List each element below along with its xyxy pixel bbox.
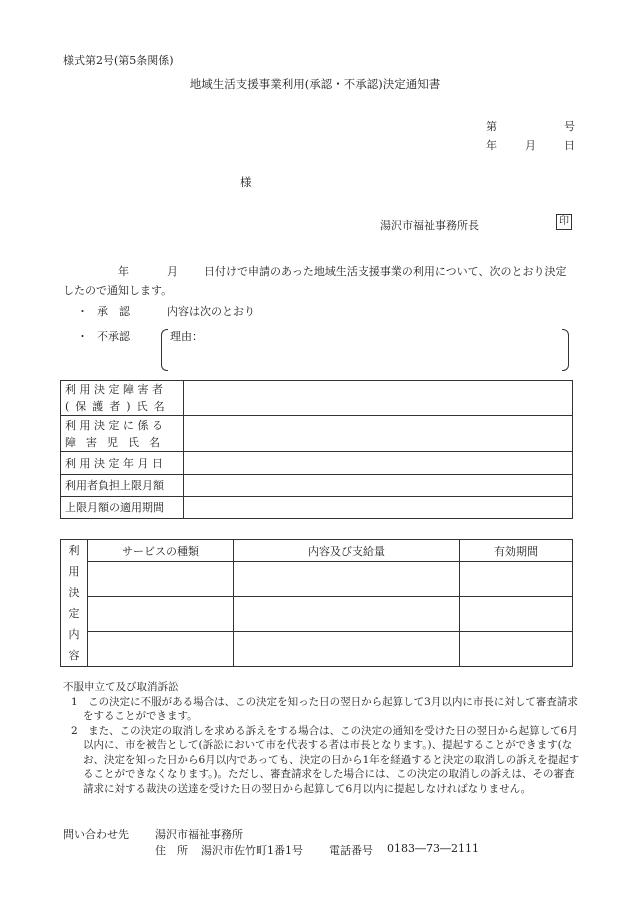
approve-bullet: ・ xyxy=(77,305,88,318)
header-content-amount: 内容及び支給量 xyxy=(234,540,460,562)
period-cell xyxy=(460,632,573,667)
address-label: 住 所 xyxy=(155,844,188,857)
approve-label: 承 認 xyxy=(97,305,130,318)
form-number-label: 様式第2号(第5条関係) xyxy=(63,54,174,67)
body-month: 月 xyxy=(167,265,178,278)
reject-label: 不承認 xyxy=(97,330,130,343)
value-cell xyxy=(184,381,573,416)
number-dai: 第 xyxy=(486,120,497,133)
document-title: 地域生活支援事業利用(承認・不承認)決定通知書 xyxy=(189,77,441,91)
body-text: 日付けで申請のあった地域生活支援事業の利用について、次のとおり決定したので通知します。 xyxy=(63,265,567,297)
reject-bullet: ・ xyxy=(77,330,88,343)
note-item-2: 2 また、この決定の取消しを求める訴えをする場合は、この決定の通知を受けた日の翌日から起算して6月以内に、市を被告として(訴訟において市を代表する者は市長となります。)、提起することができます(なお、決定を知った日から6月以内であっても、決定の日から1年を経過すると決定の取消しの訴えを提起することができなくなります。)。ただし、審査請求をした場合には、この決定の取消しの訴えは、その審査請求に対する裁決の送達を受けた日の翌日から起算して6月以内に提起しなければなりません。 xyxy=(71,724,580,795)
table-row xyxy=(61,416,573,452)
row-label: 利用者負担上限月額 xyxy=(61,475,184,497)
row-label: 利用決定年月日 xyxy=(61,452,184,475)
value-cell xyxy=(184,452,573,475)
table-row xyxy=(61,381,573,416)
contact-office: 湯沢市福祉事務所 xyxy=(155,828,243,841)
reason-label: 理由： xyxy=(170,330,203,343)
row-label: 上限月額の適用期間 xyxy=(61,497,184,519)
reason-bracket-right xyxy=(562,329,569,371)
date-year: 年 xyxy=(486,139,497,152)
issuer-name: 湯沢市福祉事務所長 xyxy=(380,219,479,232)
row-label: 利用決定障害者 (保護者)氏名 xyxy=(61,381,184,416)
row-label: 利用決定に係る 障害児氏名 xyxy=(61,416,184,452)
header-service-type: サービスの種類 xyxy=(88,540,234,562)
value-cell xyxy=(184,475,573,497)
table-header-row xyxy=(61,540,573,562)
approve-text: 内容は次のとおり xyxy=(167,305,255,318)
appeal-notes xyxy=(63,680,583,796)
content-cell xyxy=(234,597,460,632)
addressee-suffix: 様 xyxy=(240,175,252,189)
table-row xyxy=(61,597,573,632)
seal-mark: 印 xyxy=(556,214,572,230)
content-cell xyxy=(234,562,460,597)
contact-label: 問い合わせ先 xyxy=(63,828,129,841)
phone-value: 0183―73―2111 xyxy=(387,842,479,855)
service-cell xyxy=(88,597,234,632)
notes-heading: 不服申立て及び取消訴訟 xyxy=(63,681,179,693)
decision-content-table xyxy=(60,539,573,667)
service-cell xyxy=(88,632,234,667)
body-year: 年 xyxy=(118,265,129,278)
vertical-label: 利 用 決 定 内 容 xyxy=(61,540,88,667)
content-cell xyxy=(234,632,460,667)
table-row xyxy=(61,475,573,497)
recipient-info-table xyxy=(60,380,573,519)
phone-label: 電話番号 xyxy=(329,844,373,857)
date-month: 月 xyxy=(525,139,536,152)
header-valid-period: 有効期間 xyxy=(460,540,573,562)
table-row xyxy=(61,452,573,475)
table-row xyxy=(61,497,573,519)
period-cell xyxy=(460,562,573,597)
table-row xyxy=(61,632,573,667)
table-row xyxy=(61,562,573,597)
service-cell xyxy=(88,562,234,597)
value-cell xyxy=(184,497,573,519)
number-go: 号 xyxy=(564,120,575,133)
value-cell xyxy=(184,416,573,452)
date-day: 日 xyxy=(564,139,575,152)
period-cell xyxy=(460,597,573,632)
address-value: 湯沢市佐竹町1番1号 xyxy=(201,844,303,857)
notice-body xyxy=(63,262,573,300)
note-item-1: 1 この決定に不服がある場合は、この決定を知った日の翌日から起算して3月以内に市長に対して審査請求をすることができます。 xyxy=(71,695,578,722)
reason-bracket-left xyxy=(161,329,168,371)
